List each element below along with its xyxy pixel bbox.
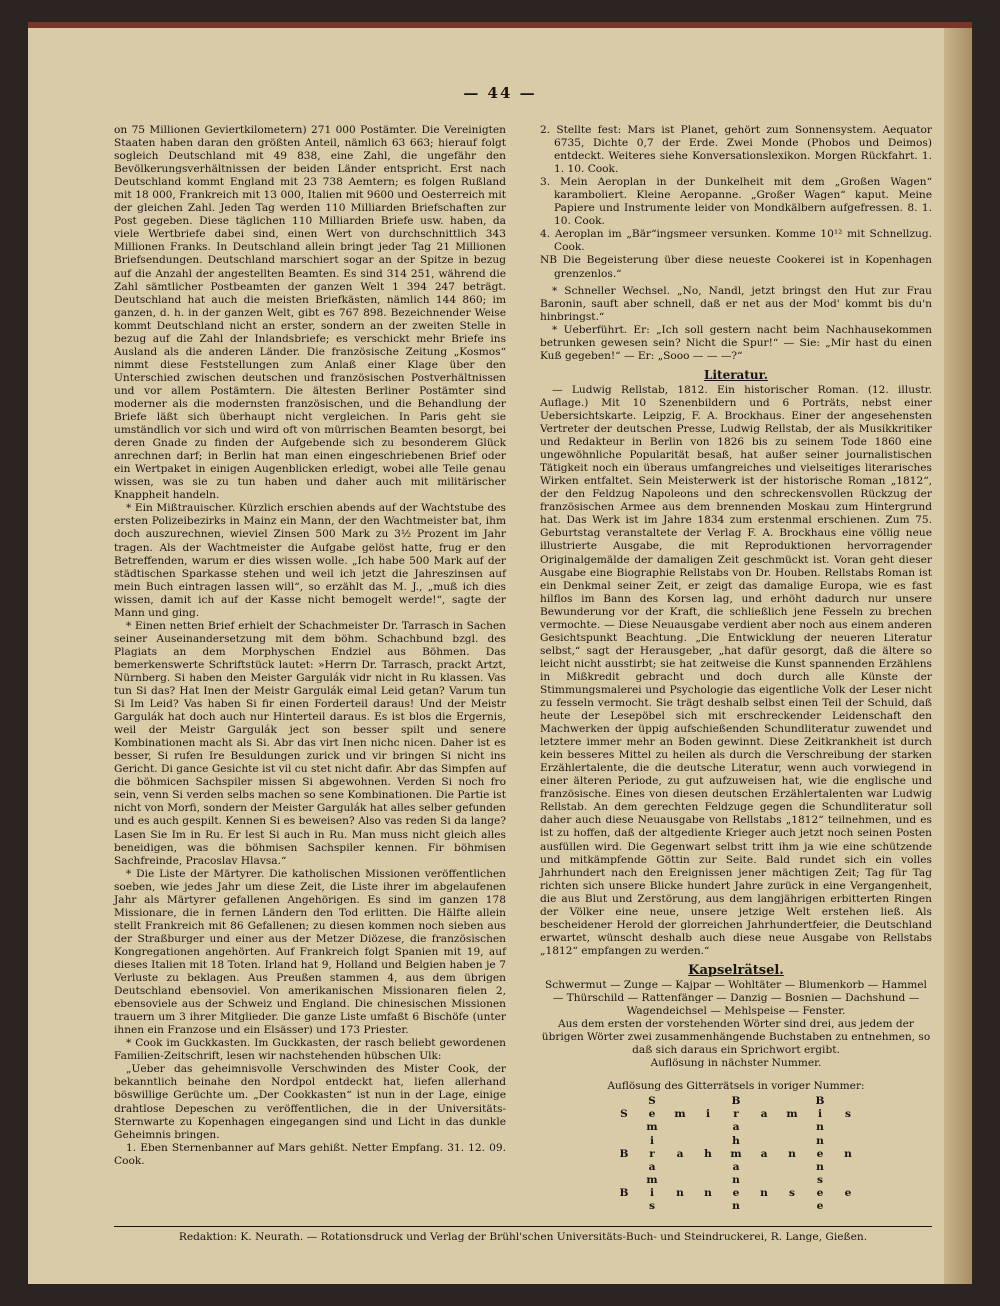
page-number: — 44 — xyxy=(463,84,537,102)
grid-cell: a xyxy=(732,1160,740,1173)
left-column xyxy=(114,124,506,1168)
grid-cell xyxy=(610,1174,638,1187)
grid-row xyxy=(610,1121,862,1134)
grid-row xyxy=(610,1148,862,1161)
grid-solution-title: Auflösung des Gitterrätsels in voriger Nummer: xyxy=(607,1080,865,1093)
grid-cell xyxy=(778,1121,806,1134)
grid-cell xyxy=(834,1121,862,1134)
grid-cell xyxy=(694,1135,722,1148)
article-cook-item-1: 1. Eben Sternenbanner auf Mars gehißt. Netter Empfang. 31. 12. 09. Cook. xyxy=(114,1141,506,1167)
grid-cell xyxy=(610,1095,638,1108)
grid-cell: n xyxy=(704,1186,712,1199)
grid-cell: h xyxy=(732,1134,740,1147)
grid-cell xyxy=(666,1135,694,1148)
grid-row xyxy=(610,1174,862,1187)
grid-cell: B xyxy=(619,1186,629,1199)
newspaper-page xyxy=(28,22,972,1284)
grid-cell: e xyxy=(816,1199,824,1212)
grid-cell xyxy=(750,1135,778,1148)
article-chess-letter: * Einen netten Brief erhielt der Schachmeister Dr. Tarrasch in Sachen seiner Auseinandersetzung mit dem böhm. Schachbund bzgl. des Plagiats an dem Morphyschen Endziel aus Böhmen. Das bemerkenswerte Schriftstück lautet: »Herrn Dr. Tarrasch, prackt Artzt, Nürnberg. Si haben den Meister Gargulák vidr nicht in Ru klassen. Vas tun Si das? Hat Inen der Meistr Gargulák eimal Leid getan? Varum tun Si Im Leid? Vas haben Si fir einen Forderteil daraus! Und der Meistr Gargulák hat doch auch nur Hinterteil daraus. Es ist blos die Ergernis, weil der Meistr Gargulák ject son besser spilt und senere Kombinationen macht als Si. Abr das virt Inen nichc nicen. Daher ist es besser, Si rufen Ire Besuldungen zurick und vir bringen Si nicht ins Gericht. Di gance Gesichte ist vil cu stet nicht dafir. Abr das Simpfen auf die böhmicen Sachspiler missen Si abgewohnen. Verden Si noch fro sein, venn Si verden selbs machen so sene Kombinationen. Die Partie ist nicht von Morfi, sondern der Meister Gargulák hat alles selber gefunden und es auch gespilt. Kennen Si es beweisen? Also vas reden Si da lange? Lasen Sie Im in Ru. Er lest Si auch in Ru. Man muss nicht gleich alles beneidigen, was die böhmisen Sachspiler kennen. Fir böhmisen Sachfreinde, Pracoslav Hlavsa.“ xyxy=(114,619,506,867)
grid-cell: i xyxy=(817,1108,823,1121)
grid-cell: i xyxy=(649,1186,655,1199)
grid-cell: s xyxy=(789,1186,795,1199)
grid-cell: S xyxy=(648,1095,656,1108)
grid-cell: B xyxy=(731,1095,741,1108)
puzzle-instructions: Aus dem ersten der vorstehenden Wörter sind drei, aus jedem der übrigen Wörter zwei zusammenhängende Buchstaben zu entnehmen, so daß sich daraus ein Sprichwort ergibt. xyxy=(541,1018,931,1057)
grid-row xyxy=(610,1161,862,1174)
grid-cell xyxy=(778,1161,806,1174)
grid-cell xyxy=(778,1200,806,1213)
footer-imprint: Redaktion: K. Neurath. — Rotationsdruck und Verlag der Brühl'schen Universitäts-Buch- und Steindruckerei, R. Lange, Gießen. xyxy=(114,1226,932,1243)
article-martyrs: * Die Liste der Märtyrer. Die katholischen Missionen veröffentlichen soeben, wie jedes Jahr um diese Zeit, die Liste ihrer im abgelaufenen Jahr als Märtyrer gefallenen Angehörigen. Es sind im ganzen 178 Missionare, die in fernen Ländern den Tod erlitten. Die Hälfte allein stellt Frankreich mit 86 Gefallenen; zu diesen kommen noch sieben aus der Straßburger und einer aus der Metzer Diözese, die französischen Kongregationen angehörten. Auf Frankreich folgt Spanien mit 19, auf dieses Italien mit 18 Toten. Irland hat 9, Holland und Belgien haben je 7 Verluste zu beklagen. Aus Preußen stammen 4, aus dem übrigen Deutschland ebensoviel. Von amerikanischen Missionaren fielen 2, ebensoviele aus der Schweiz und England. Die chinesischen Missionen trauern um 3 ihrer Mitglieder. Die ganze Liste umfaßt 6 Bischöfe (unter ihnen ein Franzose und ein Elsässer) und 173 Priester. xyxy=(114,867,506,1037)
grid-cell xyxy=(778,1174,806,1187)
article-cook-intro: * Cook im Guckkasten. Im Guckkasten, der rasch beliebt gewordenen Familien-Zeitschrift, lesen wir nachstehenden hübschen Ulk: xyxy=(114,1037,506,1063)
list-item: 2. Stellte fest: Mars ist Planet, gehört zum Sonnensystem. Aequator 6735, Dichte 0,7 der Erde. Zwei Monde (Phobos und Deimos) entdeckt. Weiteres siehe Konversationslexikon. Morgen Rückfahrt. 1. 1. 10. Cook. xyxy=(540,124,932,176)
grid-cell: m xyxy=(646,1173,658,1186)
grid-cell: a xyxy=(648,1160,656,1173)
cook-dispatch-list xyxy=(540,124,932,281)
grid-cell: n xyxy=(732,1173,740,1186)
grid-cell: i xyxy=(649,1134,655,1147)
grid-cell: m xyxy=(646,1121,658,1134)
grid-row xyxy=(610,1108,862,1121)
grid-cell: a xyxy=(760,1108,768,1121)
grid-cell: n xyxy=(816,1160,824,1173)
grid-cell xyxy=(750,1095,778,1108)
list-item: 3. Mein Aeroplan in der Dunkelheit mit dem „Großen Wagen“ karamboliert. Kleine Aeropanne. „Großer Wagen“ kaput. Meine Papiere und Instrumente leider von Mondkälbern aufgefressen. 8. 1. 10. Cook. xyxy=(540,176,932,228)
grid-cell: B xyxy=(619,1147,629,1160)
article-cook-text: „Ueber das geheimnisvolle Verschwinden des Mister Cook, der bekanntlich beinahe den Nordpol entdeckt hat, liefen allerhand böswillige Gerüchte um. „Der Cookkasten“ ist nun in der Lage, einige drahtlose Depeschen zu veröffentlichen, die in der Universitäts-Sternwarte zu Kopenhagen eingegangen sind und Licht in das dunkle Geheimnis bringen. xyxy=(114,1063,506,1141)
grid-cell xyxy=(610,1135,638,1148)
grid-cell: n xyxy=(760,1186,768,1199)
literature-heading: Literatur. xyxy=(704,367,768,382)
grid-row xyxy=(610,1095,862,1108)
grid-cell: m xyxy=(730,1147,742,1160)
list-item: 4. Aeroplan im „Bär“ingsmeer versunken. Komme 10¹² mit Schnellzug. Cook. xyxy=(540,228,932,254)
grid-cell xyxy=(750,1174,778,1187)
grid-cell xyxy=(666,1200,694,1213)
grid-cell xyxy=(694,1121,722,1134)
grid-cell: a xyxy=(760,1147,768,1160)
grid-cell: a xyxy=(732,1121,740,1134)
grid-cell: e xyxy=(648,1108,656,1121)
grid-cell: S xyxy=(620,1108,628,1121)
grid-cell: h xyxy=(704,1147,712,1160)
grid-cell xyxy=(694,1200,722,1213)
puzzle-words: Schwermut — Zunge — Kajpar — Wohltäter — Blumenkorb — Hammel — Thürschild — Rattenfänger — Danzig — Bosnien — Dachshund — Wagendeichsel — Mehlspeise — Fenster. xyxy=(545,979,927,1018)
grid-cell: n xyxy=(816,1121,824,1134)
grid-cell: e xyxy=(732,1186,740,1199)
grid-cell: r xyxy=(649,1147,655,1160)
grid-cell xyxy=(694,1161,722,1174)
grid-cell xyxy=(666,1161,694,1174)
grid-cell xyxy=(834,1200,862,1213)
joke-quick-change: * Schneller Wechsel. „No, Nandl, jetzt bringst den Hut zur Frau Baronin, sauft aber schnell, daß er net aus der Mod' kommt bis du'n hinbringst.“ xyxy=(540,284,932,323)
grid-cell xyxy=(610,1121,638,1134)
article-postal-statistics: on 75 Millionen Geviertkilometern) 271 000 Postämter. Die Vereinigten Staaten haben daran den größten Anteil, nämlich 63 663; hierauf folgt sogleich Deutschland mit 49 838, eine Zahl, die ungefähr den Bevölkerungsverhältnissen der beiden Länder entspricht. Erst nach Deutschland kommt England mit 23 738 Aemtern; es folgen Rußland mit 18 000, Frankreich mit 13 000, Italien mit 9600 und Oesterreich mit der gleichen Zahl. Jeden Tag werden 110 Milliarden Briefschaften zur Post gegeben. Diese täglichen 110 Milliarden Briefe usw. haben, da viele Wertbriefe dabei sind, einen Wert von durchschnittlich 343 Millionen Franks. In Deutschland allein bringt jeder Tag 21 Millionen Briefsendungen. Deutschland marschiert sogar an der Spitze in bezug auf die Anzahl der angestellten Beamten. Es sind 314 251, während die Zahl sämtlicher Postbeamten der ganzen Welt 1 394 247 beträgt. Deutschland hat auch die meisten Briefkästen, nämlich 144 860; im ganzen, d. h. in der ganzen Welt, gibt es 767 898. Bezeichnender Weise kommt Deutschland nicht an erster, sondern an der zweiten Stelle in bezug auf die Zahl der Inlandsbriefe; es verschickt mehr Briefe ins Ausland als die anderen Länder. Die französische Zeitung „Kosmos“ nimmt diese Feststellungen zum Anlaß einer Klage über den Unterschied zwischen deutschen und französischen Postverhältnissen und vor allem Postämtern. Die ältesten Berliner Postämter sind moderner als die modernsten französischen, und die Behandlung der Briefe läßt sich überhaupt nicht vergleichen. In Paris geht sie umständlich vor sich und wird oft von mürrischen Beamten besorgt, bei deren Gnade zu finden der Aufgebende sich zu besonderem Glück anrechnen darf; in Berlin hat man einen eingeschriebenen Brief oder ein Wertpaket in einigen Augenblicken erledigt, wobei alle Teile genau wissen, was sie zu tun haben und daher auch mit militärischer Knappheit handeln. xyxy=(114,124,506,502)
grid-cell xyxy=(834,1161,862,1174)
grid-cell: e xyxy=(844,1186,852,1199)
grid-cell: i xyxy=(705,1108,711,1121)
grid-cell xyxy=(666,1121,694,1134)
grid-cell: s xyxy=(817,1173,823,1186)
binding-edge xyxy=(944,28,972,1284)
grid-cell: n xyxy=(844,1147,852,1160)
grid-cell: s xyxy=(649,1199,655,1212)
grid-cell xyxy=(694,1095,722,1108)
grid-cell: n xyxy=(788,1147,796,1160)
joke-convicted: * Ueberführt. Er: „Ich soll gestern nacht beim Nachhausekommen betrunken gewesen sein? Nicht die Spur!“ — Sie: „Mir hast du einen Kuß gegeben!“ — Er: „Sooo — — —?“ xyxy=(540,323,932,362)
grid-cell xyxy=(694,1174,722,1187)
grid-cell: r xyxy=(733,1108,739,1121)
literature-review: — Ludwig Rellstab, 1812. Ein historischer Roman. (12. illustr. Auflage.) Mit 10 Szenenbildern und 6 Porträts, nebst einer Uebersichtskarte. Leipzig, F. A. Brockhaus. Einer der angesehensten Vertreter der deutschen Presse, Ludwig Rellstab, der als Musikkritiker und Redakteur in Berlin von 1826 bis zu seinem Tode 1860 eine ungewöhnliche Popularität besaß, hat außer seiner journalistischen Tätigkeit noch ein überaus umfangreiches und vielseitiges literarisches Wirken entfaltet. Sein Meisterwerk ist der historische Roman „1812“, der den Feldzug Napoleons und den schreckensvollen Rückzug der französischen Armee aus dem brennenden Moskau zum Hintergrund hat. Das Werk ist im Jahre 1834 zum erstenmal erschienen. Zum 75. Geburtstag veranstaltete der Verlag F. A. Brockhaus eine völlig neue illustrierte Ausgabe, die mit Reproduktionen hervorragender Originalgemälde der damaligen Zeit geschmückt ist. Voran geht dieser Ausgabe eine Biographie Rellstabs von Dr. Houben. Rellstabs Roman ist ein Denkmal seiner Zeit, er zeigt das damalige Europa, wie es fast hilflos im Bann des Korsen lag, und erhöht dadurch nur unsere Bewunderung vor der Kraft, die schließlich jene Fesseln zu brechen vermochte. — Diese Neuausgabe verdient aber noch aus einem anderen Gesichtspunkt Beachtung. „Die Entwicklung der neueren Literatur selbst,“ sagt der Herausgeber, „hat dafür gesorgt, daß die ältere so leicht nicht ausstirbt; sie hat zeitweise die Kunst spannenden Erzählens in Mißkredit gebracht und doch durch alle Künste der Stimmungsmalerei und Psychologie das eigentliche Volk der Leser nicht zu fesseln vermocht. Sie trägt deshalb selbst einen Teil der Schuld, daß heute der Lesepöbel sich mit erschreckender Leidenschaft den Machwerken der üppig aufschießenden Schundliteratur zuwendet und letztere immer mehr an Boden gewinnt. Diese Zeitkrankheit ist durch kein besseres Mittel zu heilen als durch die Verschreibung der starken Erzählertalente, die die deutsche Literatur, wenn auch vorwiegend in einer älteren Periode, zu gut aufzuweisen hat, wie die englische und französische. Eines von diesen deutschen Erzählertalenten war Ludwig Rellstab. An dem gerechten Feldzuge gegen die Schundliteratur soll daher auch diese Neuausgabe von Rellstabs „1812“ teilnehmen, und es ist zu hoffen, daß der altgediente Krieger auch jetzt noch seinen Posten ausfüllen wird. Die Gegenwart selbst tritt ihm ja wie eine schützende und mitkämpfende Göttin zur Seite. Bald rundet sich ein volles Jahrhundert nach den Ereignissen jener mächtigen Zeit; Tag für Tag richten sich unsere Blicke hundert Jahre zurück in eine Vergangenheit, die aus Blut und Zerstörung, aus dem langjährigen erbitterten Ringen der Völker eine neue, unsere jetzige Welt erstehen ließ. Als bescheidener Herold der glorreichen Jahrhundertfeier, die Deutschland erwartet, wünscht deshalb auch diese neue Ausgabe von Rellstabs „1812“ empfangen zu werden.“ xyxy=(540,383,932,957)
grid-cell xyxy=(750,1121,778,1134)
grid-cell: m xyxy=(674,1108,686,1121)
grid-row xyxy=(610,1135,862,1148)
grid-cell xyxy=(834,1095,862,1108)
grid-cell xyxy=(778,1095,806,1108)
grid-cell xyxy=(778,1135,806,1148)
grid-row xyxy=(610,1187,862,1200)
grid-cell: n xyxy=(676,1186,684,1199)
list-item: NB Die Begeisterung über diese neueste Cookerei ist in Kopenhagen grenzenlos.“ xyxy=(540,254,932,280)
puzzle-heading: Kapselrätsel. xyxy=(688,962,784,978)
article-mistrustful: * Ein Mißtrauischer. Kürzlich erschien abends auf der Wachtstube des ersten Polizeibezirks in Mainz ein Mann, der den Wachtmeister bat, ihm doch auszurechnen, wieviel Zinsen 500 Mark zu 3½ Prozent im Jahr tragen. Als der Wachtmeister die Aufgabe gelöst hatte, frug er den Betreffenden, warum er dies wissen wolle. „Ich habe 500 Mark auf der städtischen Sparkasse stehen und weil ich jetzt die Jahreszinsen auf mein Buch eintragen lassen will“, so erzählt das M. J., „muß ich dies wissen, damit ich auf der Kasse nicht bemogelt werde!“, sagte der Mann und ging. xyxy=(114,502,506,619)
grid-cell xyxy=(610,1161,638,1174)
grid-cell xyxy=(666,1095,694,1108)
grid-cell: n xyxy=(816,1134,824,1147)
grid-cell xyxy=(610,1200,638,1213)
grid-cell xyxy=(750,1200,778,1213)
grid-solution-table xyxy=(610,1095,862,1212)
grid-cell xyxy=(834,1174,862,1187)
grid-cell: e xyxy=(816,1186,824,1199)
puzzle-answer-note: Auflösung in nächster Nummer. xyxy=(650,1057,822,1070)
grid-row xyxy=(610,1200,862,1213)
grid-cell: B xyxy=(815,1095,825,1108)
grid-cell xyxy=(834,1135,862,1148)
grid-cell: n xyxy=(732,1199,740,1212)
right-column xyxy=(540,124,932,1213)
grid-cell xyxy=(666,1174,694,1187)
grid-cell: e xyxy=(816,1147,824,1160)
grid-cell: s xyxy=(845,1108,851,1121)
grid-cell: m xyxy=(786,1108,798,1121)
grid-cell: a xyxy=(676,1147,684,1160)
grid-cell xyxy=(750,1161,778,1174)
